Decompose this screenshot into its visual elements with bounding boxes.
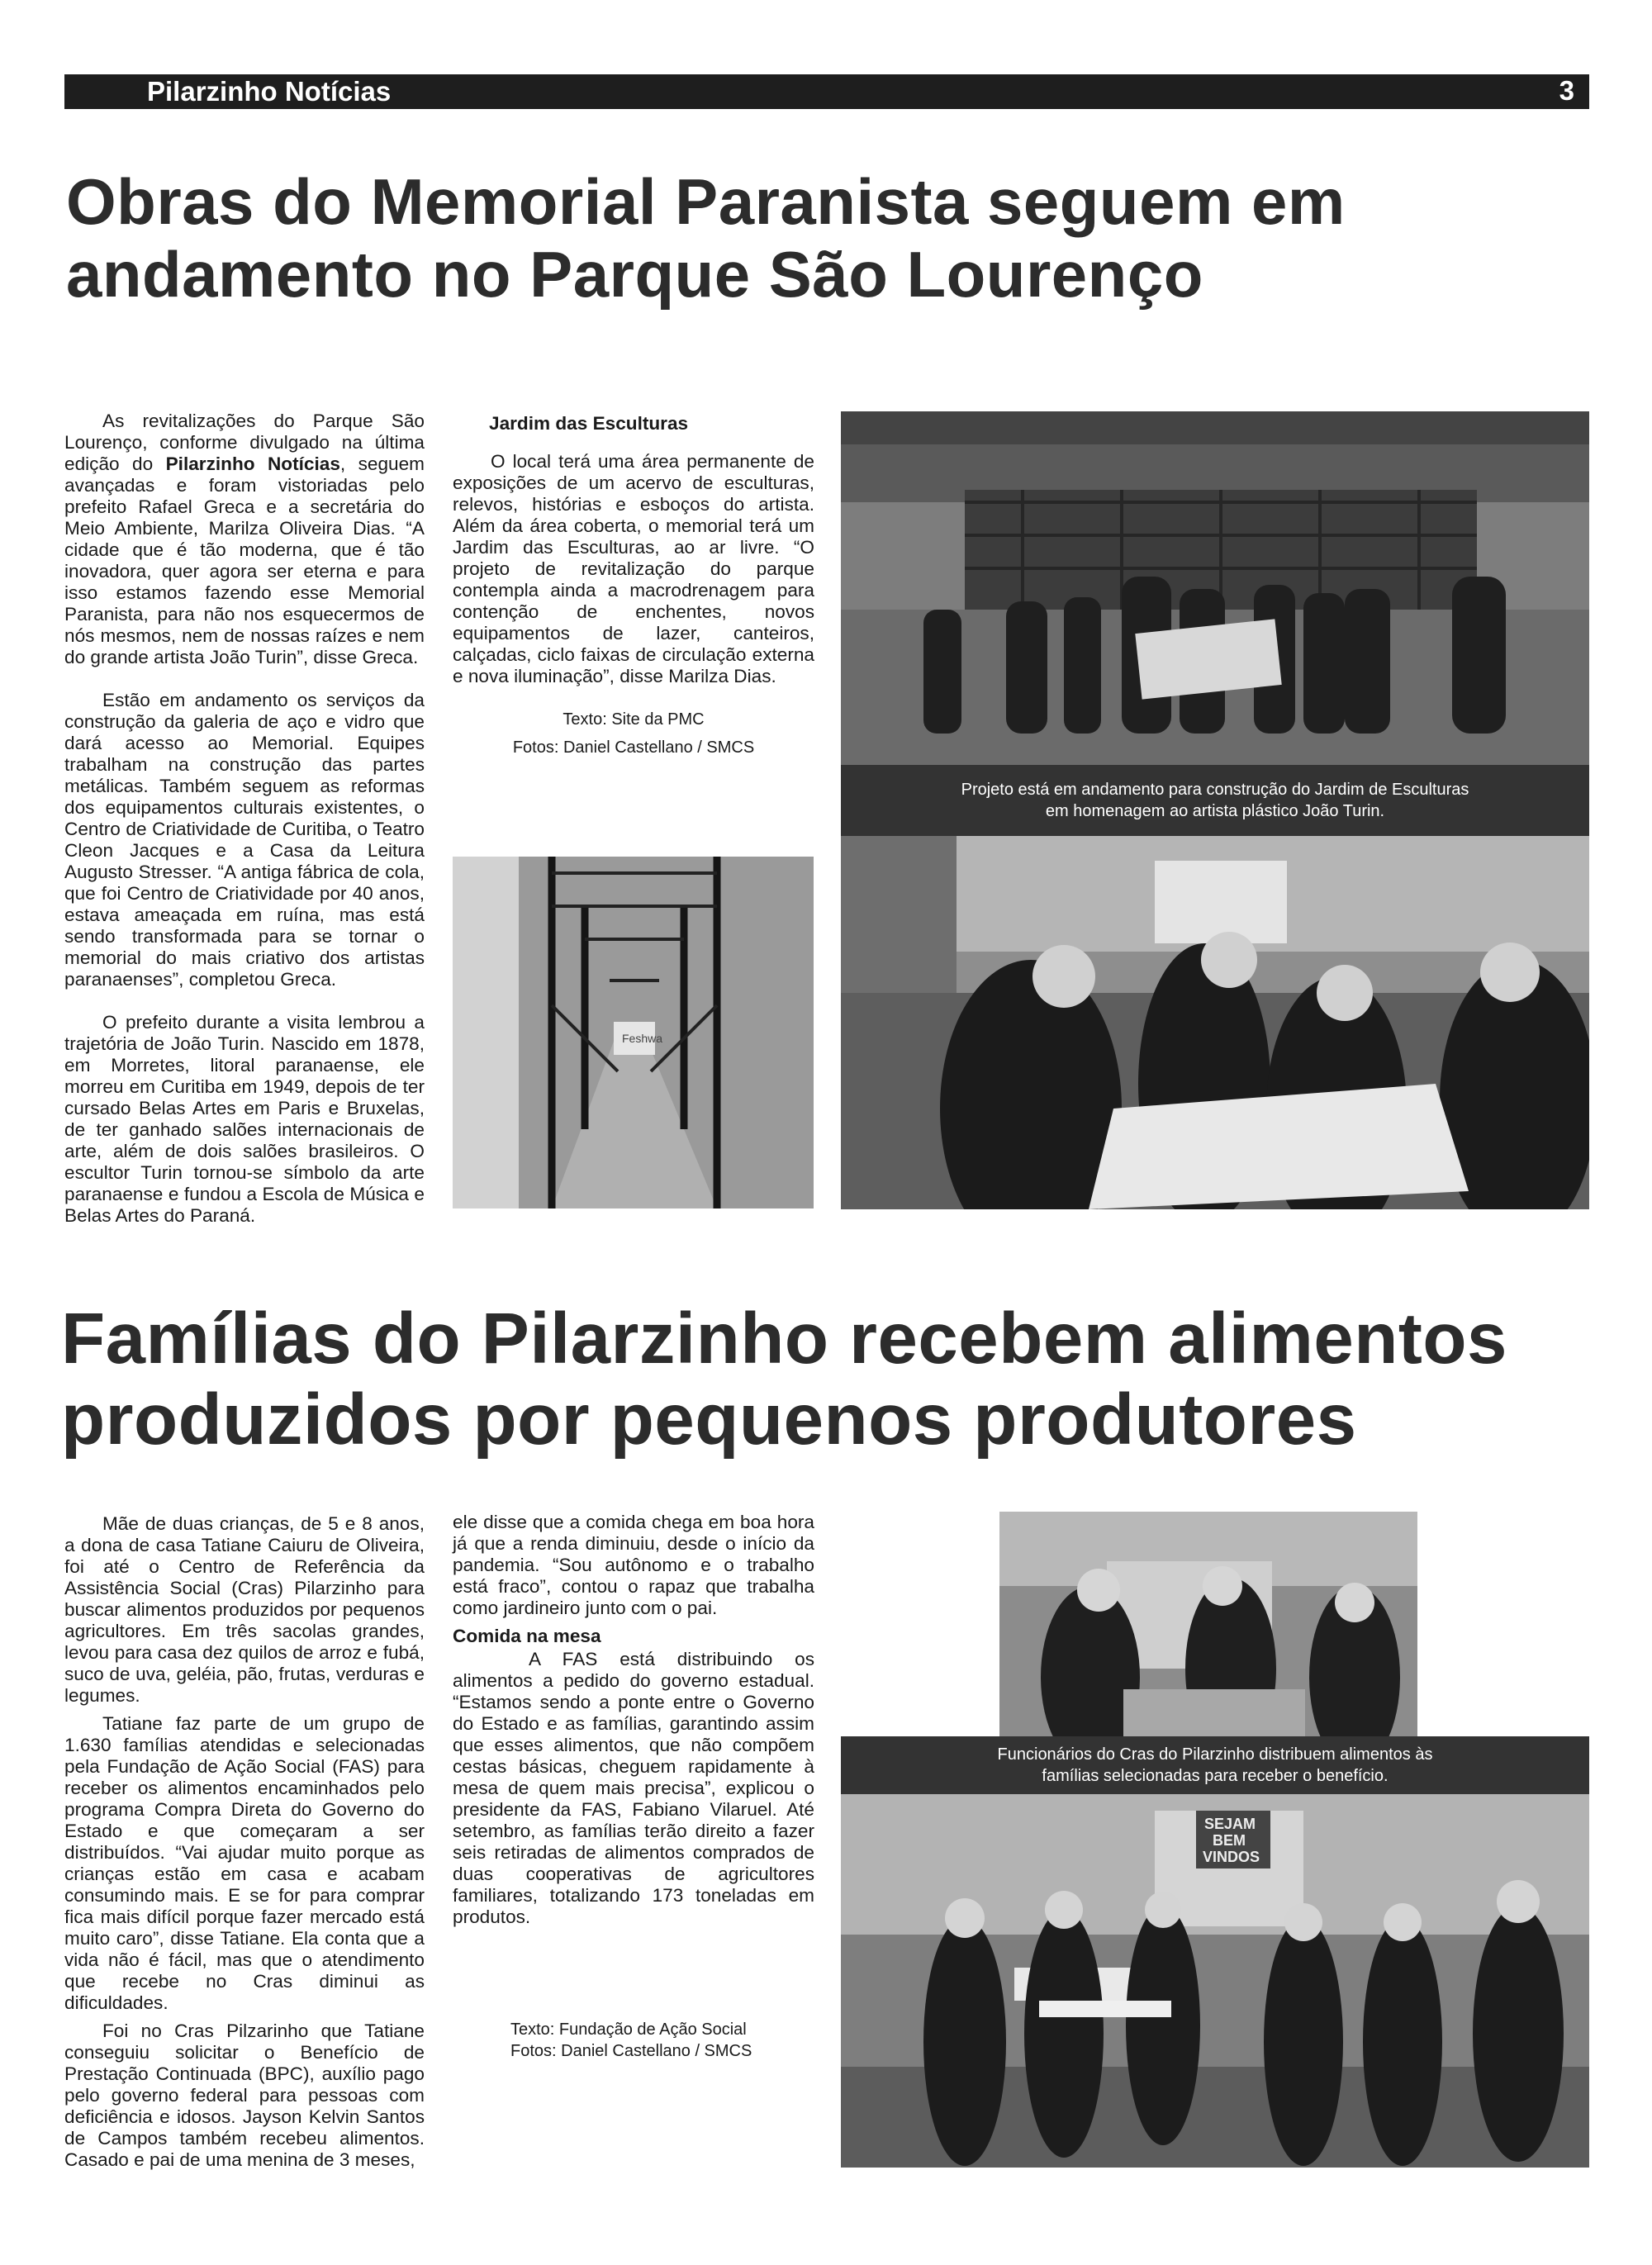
article1-column2 — [453, 413, 814, 762]
photo-group-construction-site — [841, 411, 1589, 765]
article2-headline-line2: produzidos por pequenos produtores — [61, 1379, 1357, 1460]
article2-col2-paragraph2: A FAS está distribuindo os alimentos a pedido do governo estadual. “Estamos sendo a ponte entre o Governo do Estado e as famílias, garantindo assim que esses alimentos, que não compõem cestas básicas, cheguem rapidamente à mesa de quem mais precisa”, explicou o presidente da FAS, Fabiano Vilaruel. Até setembro, as famílias terão direito a fazer seis retiradas de alimentos comprados de duas cooperativas de agricultores familiares, totalizando 173 toneladas em produtos. — [453, 1649, 814, 1927]
article1-headline-line1: Obras do Memorial Paranista seguem em — [66, 165, 1346, 238]
article2-headline — [61, 1299, 1548, 1460]
article1-paragraph3: O prefeito durante a visita lembrou a trajetória de João Turin. Nascido em 1878, em Morretes, litoral paranaense, ele morreu em Curitiba em 1949, depois de ter cursado Belas Artes em Paris e Bruxelas, de ter ganhado salões internacionais de arte, além de dois salões brasileiros. O escultor Turin tornou-se símbolo da arte paranaense e fundou a Escola de Música e Belas Artes do Paraná. — [64, 1012, 425, 1226]
article2-caption-line1: Funcionários do Cras do Pilarzinho distribuem alimentos às — [997, 1745, 1433, 1764]
article1-subhead: Jardim das Esculturas — [489, 413, 689, 434]
article1-credits — [453, 705, 814, 762]
photo-group-construction-graphic — [841, 411, 1589, 765]
photo-officials-reviewing-plans — [841, 836, 1589, 1209]
article1-p1-text-end: , seguem avançadas e foram vistoriadas pelo prefeito Rafael Greca e a secretária do Meio Ambiente, Marilza Oliveira Dias. “A cidade que é tão moderna, que é tão inovadora, quer agora ser eterna e para isso estamos fazendo esse Memorial Paranista, para não nos esquecermos de nós mesmos, nem de nossas raízes e nem do grande artista João Turin”, disse Greca. — [64, 453, 425, 667]
article1-paragraph1 — [64, 411, 425, 668]
article2-paragraph2: Tatiane faz parte de um grupo de 1.630 famílias atendidas e selecionadas pela Fundação de Ação Social (FAS) para receber os alimentos encaminhados pelo programa Compra Direta do Governo do Estado e que começaram a ser distribuídos. “Vai ajudar muito porque as crianças estão em casa e acabam consumindo mais. E se for para comprar fica mais difícil porque fazer mercado está muito caro”, disse Tatiane. Ela conta que a vida não é fácil, mas que o atendimento que recebe no Cras diminui as dificuldades. — [64, 1713, 425, 2013]
photo-cras-staff-group — [841, 1794, 1589, 2168]
photo-cras-staff-graphic — [841, 1794, 1589, 2168]
article2-photo-credit: Fotos: Daniel Castellano / SMCS — [510, 2042, 752, 2060]
photo-welcome-sign-line1: SEJAM — [1204, 1816, 1256, 1832]
article2-paragraph3: Foi no Cras Pilzarinho que Tatiane conseguiu solicitar o Benefício de Prestação Continuada (BPC), auxílio pago pelo governo federal para pessoas com deficiência e idosos. Jayson Kelvin Santos de Campos também recebeu alimentos. Casado e pai de uma menina de 3 meses, — [64, 2020, 425, 2170]
article2-credits — [510, 2019, 814, 2062]
photo-staff-distributing-graphic — [999, 1512, 1417, 1736]
article2-photo-caption — [841, 1736, 1589, 1794]
article1-text-credit: Texto: Site da PMC — [563, 710, 705, 729]
photo-steel-gallery-graphic — [453, 857, 814, 1208]
photo-welcome-sign-line3: VINDOS — [1203, 1849, 1260, 1865]
newspaper-title: Pilarzinho Notícias — [147, 76, 392, 107]
photo-sign-text: Feshwa — [622, 1032, 663, 1045]
article2-caption-line2: famílias selecionadas para receber o benefício. — [1042, 1767, 1389, 1785]
article2-subhead: Comida na mesa — [453, 1626, 601, 1646]
article1-p1-bold: Pilarzinho Notícias — [165, 453, 340, 474]
photo-welcome-sign-line2: BEM — [1213, 1832, 1246, 1849]
article2-column2 — [453, 1512, 814, 2062]
newspaper-header-bar — [64, 74, 1589, 109]
article1-paragraph2: Estão em andamento os serviços da construção da galeria de aço e vidro que dará acesso ao Memorial. Equipes trabalham na construção das partes metálicas. Também seguem as reformas dos equipamentos culturais existentes, o Centro de Criatividade de Curitiba, o Teatro Cleon Jacques e a Casa da Leitura Augusto Stresser. “A antiga fábrica de cola, que foi Centro de Criatividade por 40 anos, estava ameaçada em ruína, mas está sendo transformada para se tornar o memorial do mais criativo dos artistas paranaenses”, completou Greca. — [64, 690, 425, 990]
article2-col2-paragraph1: ele disse que a comida chega em boa hora já que a renda diminuiu, desde o início da pandemia. “Sou autônomo e o trabalho está fraco”, contou o rapaz que trabalha como jardineiro junto com o pai. — [453, 1512, 814, 1618]
article2-column1 — [64, 1513, 425, 2177]
article2-headline-line1: Famílias do Pilarzinho recebem alimentos — [61, 1299, 1507, 1379]
article1-headline-line2: andamento no Parque São Lourenço — [66, 238, 1203, 311]
article1-p1-text: As revitalizações do Parque São Lourenço, conforme divulgado na última edição do — [64, 411, 425, 474]
photo-staff-distributing-food — [999, 1512, 1417, 1736]
article1-headline — [66, 165, 1470, 311]
article1-caption-line2: em homenagem ao artista plástico João Turin. — [1045, 802, 1385, 820]
article1-photo-credit: Fotos: Daniel Castellano / SMCS — [512, 738, 755, 757]
article1-caption-line1: Projeto está em andamento para construção do Jardim de Esculturas — [961, 781, 1469, 799]
photo-steel-gallery-corridor — [453, 857, 814, 1208]
article1-photo-caption — [841, 765, 1589, 836]
photo-reviewing-plans-graphic — [841, 836, 1589, 1209]
article2-text-credit: Texto: Fundação de Ação Social — [510, 2020, 747, 2039]
article1-column1 — [64, 411, 425, 1248]
article1-col2-paragraph: O local terá uma área permanente de exposições de um acervo de esculturas, relevos, histórias e esboços do artista. Além da área coberta, o memorial terá um Jardim das Esculturas, ao ar livre. “O projeto de revitalização do parque contempla ainda a macrodrenagem para contenção de enchentes, novos equipamentos de lazer, canteiros, calçadas, ciclo faixas de circulação externa e nova iluminação”, disse Marilza Dias. — [453, 451, 814, 686]
page-number: 3 — [1559, 75, 1574, 106]
article2-paragraph1: Mãe de duas crianças, de 5 e 8 anos, a dona de casa Tatiane Caiuru de Oliveira, foi até o Centro de Referência da Assistência Social (Cras) Pilarzinho para buscar alimentos produzidos por pequenos agricultores. Em três sacolas grandes, levou para casa dez quilos de arroz e fubá, suco de uva, geléia, pão, frutas, verduras e legumes. — [64, 1513, 425, 1706]
